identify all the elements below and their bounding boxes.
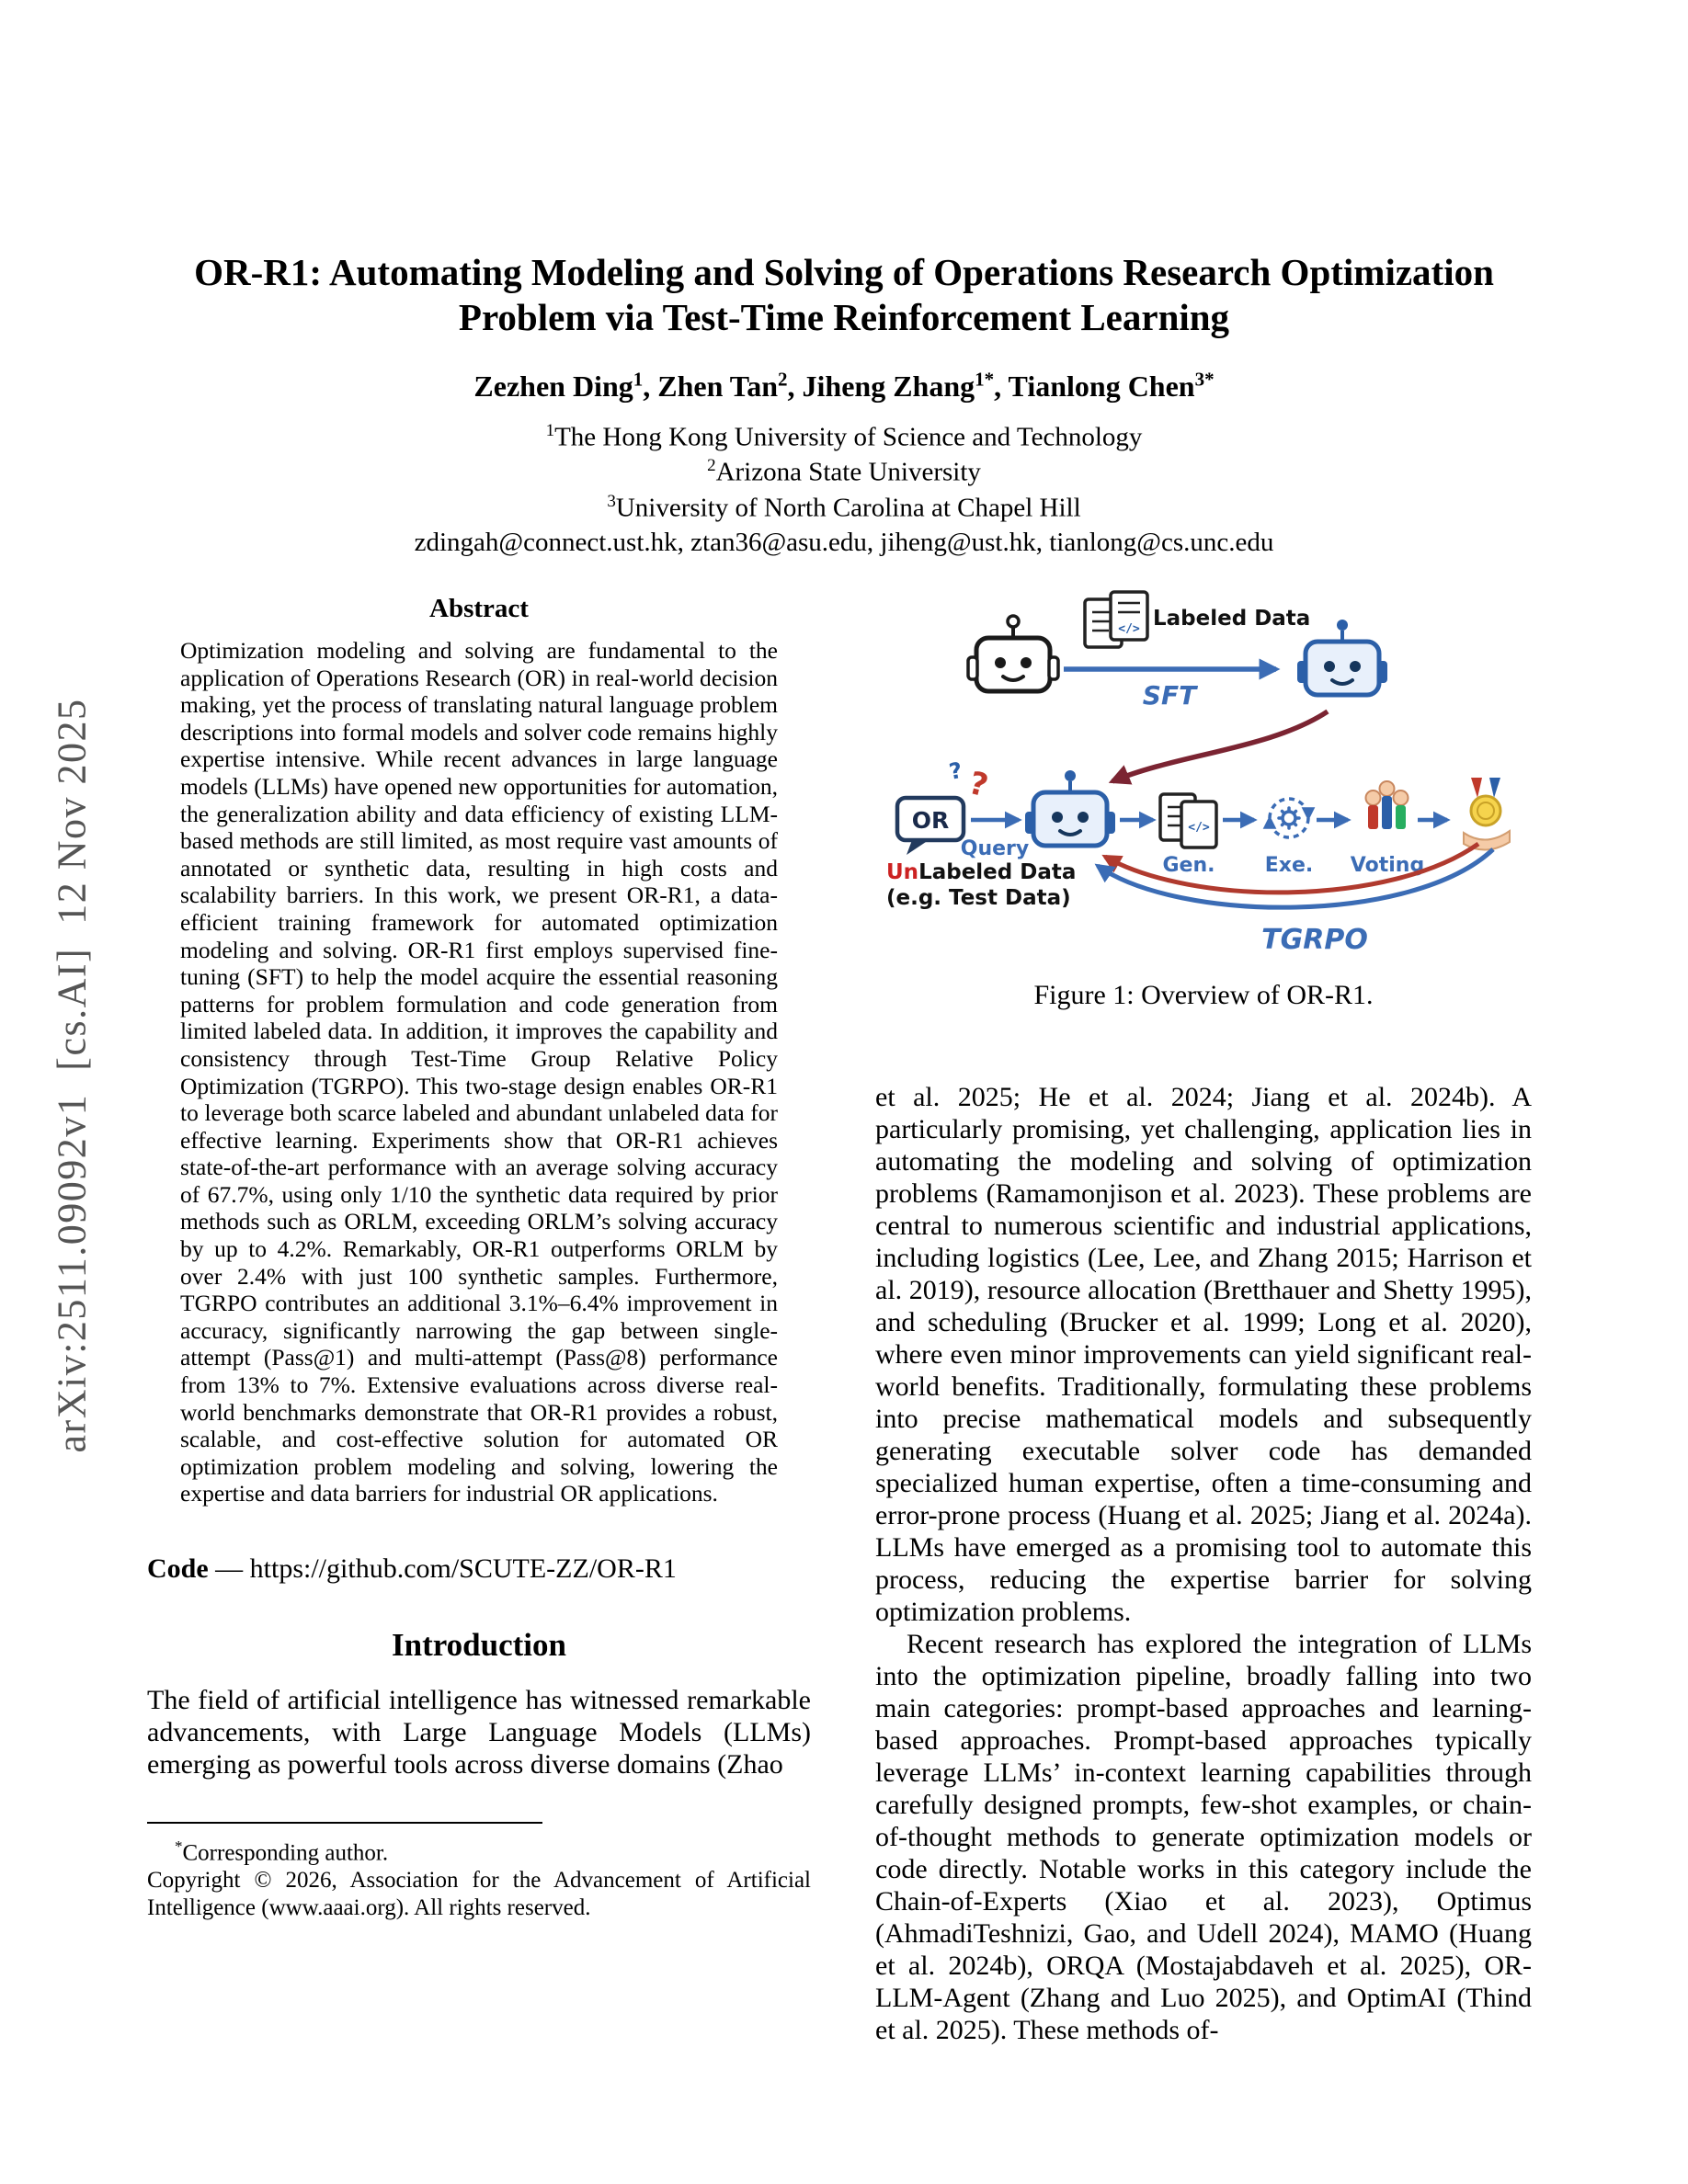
execute-icon — [1270, 799, 1308, 837]
footnote — [147, 1822, 811, 1922]
body-paragraph-2: Recent research has explored the integration of LLMs into the optimization pipeline, broadly falling into two main categories: prompt-based approaches and learning-based approaches. Prompt-based approaches typically leverage LLMs’ in-context learning capabilities through carefully designed prompts, few-shot examples, or chain-of-thought methods to generate optimization models or code directly. Notable works in this category include the Chain-of-Experts (Xiao et al. 2023), Optimus (AhmadiTeshnizi, Gao, and Udell 2024), MAMO (Huang et al. 2024b), ORQA (Mostajabdaveh et al. 2025), OR-LLM-Agent (Zhang and Luo 2025), and OptimAI (Thind et al. 2025). These methods of- — [875, 1629, 1532, 2045]
unlabeled-data-sublabel: (e.g. Test Data) — [886, 886, 1071, 910]
labeled-data-icon — [1085, 592, 1147, 647]
gear-icon — [1279, 808, 1299, 828]
tgrpo-label: TGRPO — [1261, 924, 1368, 956]
author-3-superscript: 1* — [975, 368, 995, 390]
email-line: zdingah@connect.ust.hk, ztan36@asu.edu, jiheng@ust.hk, tianlong@cs.unc.edu — [414, 527, 1274, 557]
code-line — [147, 1553, 811, 1585]
affiliations — [0, 416, 1688, 523]
generated-solutions-icon — [1160, 794, 1216, 847]
question-mark-red-icon: ? — [964, 764, 992, 805]
affiliation-2: $^2$Arizona State University — [707, 456, 981, 487]
author-4: Tianlong Chen$^{3*}$ — [1008, 368, 1215, 403]
abstract-text: Optimization modeling and solving are fundamental to the application of Operations Research (OR) in real-world decision making, yet the process of translating natural language problem descriptions into formal models and solver code remains highly expertise intensive. While recent advances in large language models (LLMs) have opened new opportunities for automation, the generalization ability and data efficiency of existing LLM-based methods are still limited, as most require vast amounts of annotated or synthetic data, resulting in high costs and scalability barriers. In this work, we present OR-R1, a data-efficient training framework for automated optimization modeling and solving. OR-R1 first employs supervised fine-tuning (SFT) to help the model acquire the essential reasoning patterns for problem formulation and code generation from limited labeled data. In addition, it improves the capability and consistency through Test-Time Group Relative Policy Optimization (TGRPO). This two-stage design enables OR-R1 to leverage both scarce labeled and abundant unlabeled data for effective learning. Experiments show that OR-R1 achieves state-of-the-art performance with an average solving accuracy of 67.7%, using only 1/10 the synthetic data required by prior methods such as ORLM, exceeding ORLM’s solving accuracy by up to 4.2%. Remarkably, OR-R1 outperforms ORLM by over 2.4% with just 100 synthetic samples. Furthermore, TGRPO contributes an additional 3.1%–6.4% improvement in accuracy, significantly narrowing the gap between single-attempt (Pass@1) and multi-attempt (Pass@8) performance from 13% to 7%. Extensive evaluations across diverse real-world benchmarks demonstrate that OR-R1 provides a robust, scalable, and cost-effective solution for automated OR optimization problem modeling and solving, lowering the expertise and data barriers for industrial OR applications. — [180, 637, 778, 1507]
figure-1-diagram — [875, 588, 1532, 956]
paper-header — [0, 250, 1688, 558]
code-separator: — — [208, 1553, 250, 1584]
sft-label: SFT — [1142, 680, 1197, 711]
unlabeled-data-label: UnLabeled Data — [886, 860, 1077, 884]
author-line — [0, 368, 1688, 404]
footnote-corresponding: *Corresponding author. — [175, 1837, 389, 1866]
affiliation-1: $^1$The Hong Kong University of Science and Technology — [545, 420, 1143, 452]
author-2-superscript: 2 — [778, 368, 788, 390]
author-1-superscript: 1 — [633, 368, 644, 390]
labeled-data-label: Labeled Data — [1153, 607, 1311, 631]
footnote-copyright: Copyright © 2026, Association for the Advancement of Artificial Intelligence (www.aaai.org). All rights reserved. — [147, 1868, 811, 1921]
introduction-heading: Introduction — [392, 1627, 566, 1663]
voting-label: Voting — [1350, 854, 1425, 877]
figure-1 — [875, 588, 1532, 1011]
tgrpo-model-robot-icon — [1025, 770, 1115, 846]
paper-title — [0, 250, 1688, 340]
affiliation-3: $^3$University of North Carolina at Chapel Hill — [607, 491, 1081, 523]
code-repo-link[interactable]: https://github.com/SCUTE-ZZ/OR-R1 — [249, 1553, 677, 1584]
sft-to-tgrpo-arrow — [1112, 711, 1328, 781]
question-mark-blue-icon: ? — [947, 756, 964, 785]
exe-label: Exe. — [1264, 854, 1314, 877]
reward-medal-icon — [1464, 778, 1510, 850]
arxiv-watermark: arXiv:2511.09092v1 [cs.AI] 12 Nov 2025 — [49, 698, 95, 1453]
author-2: Zhen Tan$^2$, — [657, 368, 803, 403]
or-bubble-label: OR — [911, 807, 950, 834]
author-1: Zezhen Ding$^1$, — [473, 368, 658, 403]
author-3: Jiheng Zhang$^{1*}$, — [802, 368, 1009, 403]
footnote-rule — [147, 1822, 542, 1824]
title-line-2: Problem via Test-Time Reinforcement Learning — [458, 296, 1230, 338]
left-column — [147, 588, 811, 1780]
voting-icon — [1366, 781, 1409, 829]
gen-label: Gen. — [1162, 854, 1215, 877]
code-label: Code — [147, 1553, 209, 1584]
figure-1-caption: Figure 1: Overview of OR-R1. — [1033, 980, 1374, 1010]
query-label: Query — [960, 837, 1030, 860]
code-glyph: </> — [1118, 622, 1140, 636]
sft-model-robot-icon — [1297, 620, 1387, 695]
intro-paragraph: The field of artificial intelligence has witnessed remarkable advancements, with Large Language Models (LLMs) emerging as powerful tools across diverse domains (Zhao — [147, 1685, 811, 1780]
footnote-marker: * — [175, 1837, 183, 1855]
title-line-1: OR-R1: Automating Modeling and Solving of Operations Research Optimization — [194, 251, 1494, 293]
right-column — [875, 588, 1532, 2046]
code-glyph-2: </> — [1188, 821, 1210, 835]
author-4-superscript: 3* — [1194, 368, 1215, 390]
body-paragraph-1: et al. 2025; He et al. 2024; Jiang et al. 2024b). A particularly promising, yet challenging, application lies in automating the modeling and solving of optimization problems (Ramamonjison et al. 2023). These problems are central to numerous scientific and industrial applications, including logistics (Lee, Lee, and Zhang 2015; Harrison et al. 2019), resource allocation (Bretthauer and Shetty 1995), and scheduling (Brucker et al. 1999; Long et al. 2020), where even minor improvements can yield significant real-world benefits. Traditionally, formulating these problems into precise mathematical models and subsequently generating executable solver code has demanded specialized human expertise, often a time-consuming and error-prone process (Huang et al. 2025; Jiang et al. 2024a). LLMs have emerged as a promising tool to automate this process, reducing the expertise barrier for solving optimization problems. — [875, 1082, 1532, 1627]
abstract-heading: Abstract — [429, 594, 529, 623]
base-model-robot-icon — [968, 616, 1058, 691]
